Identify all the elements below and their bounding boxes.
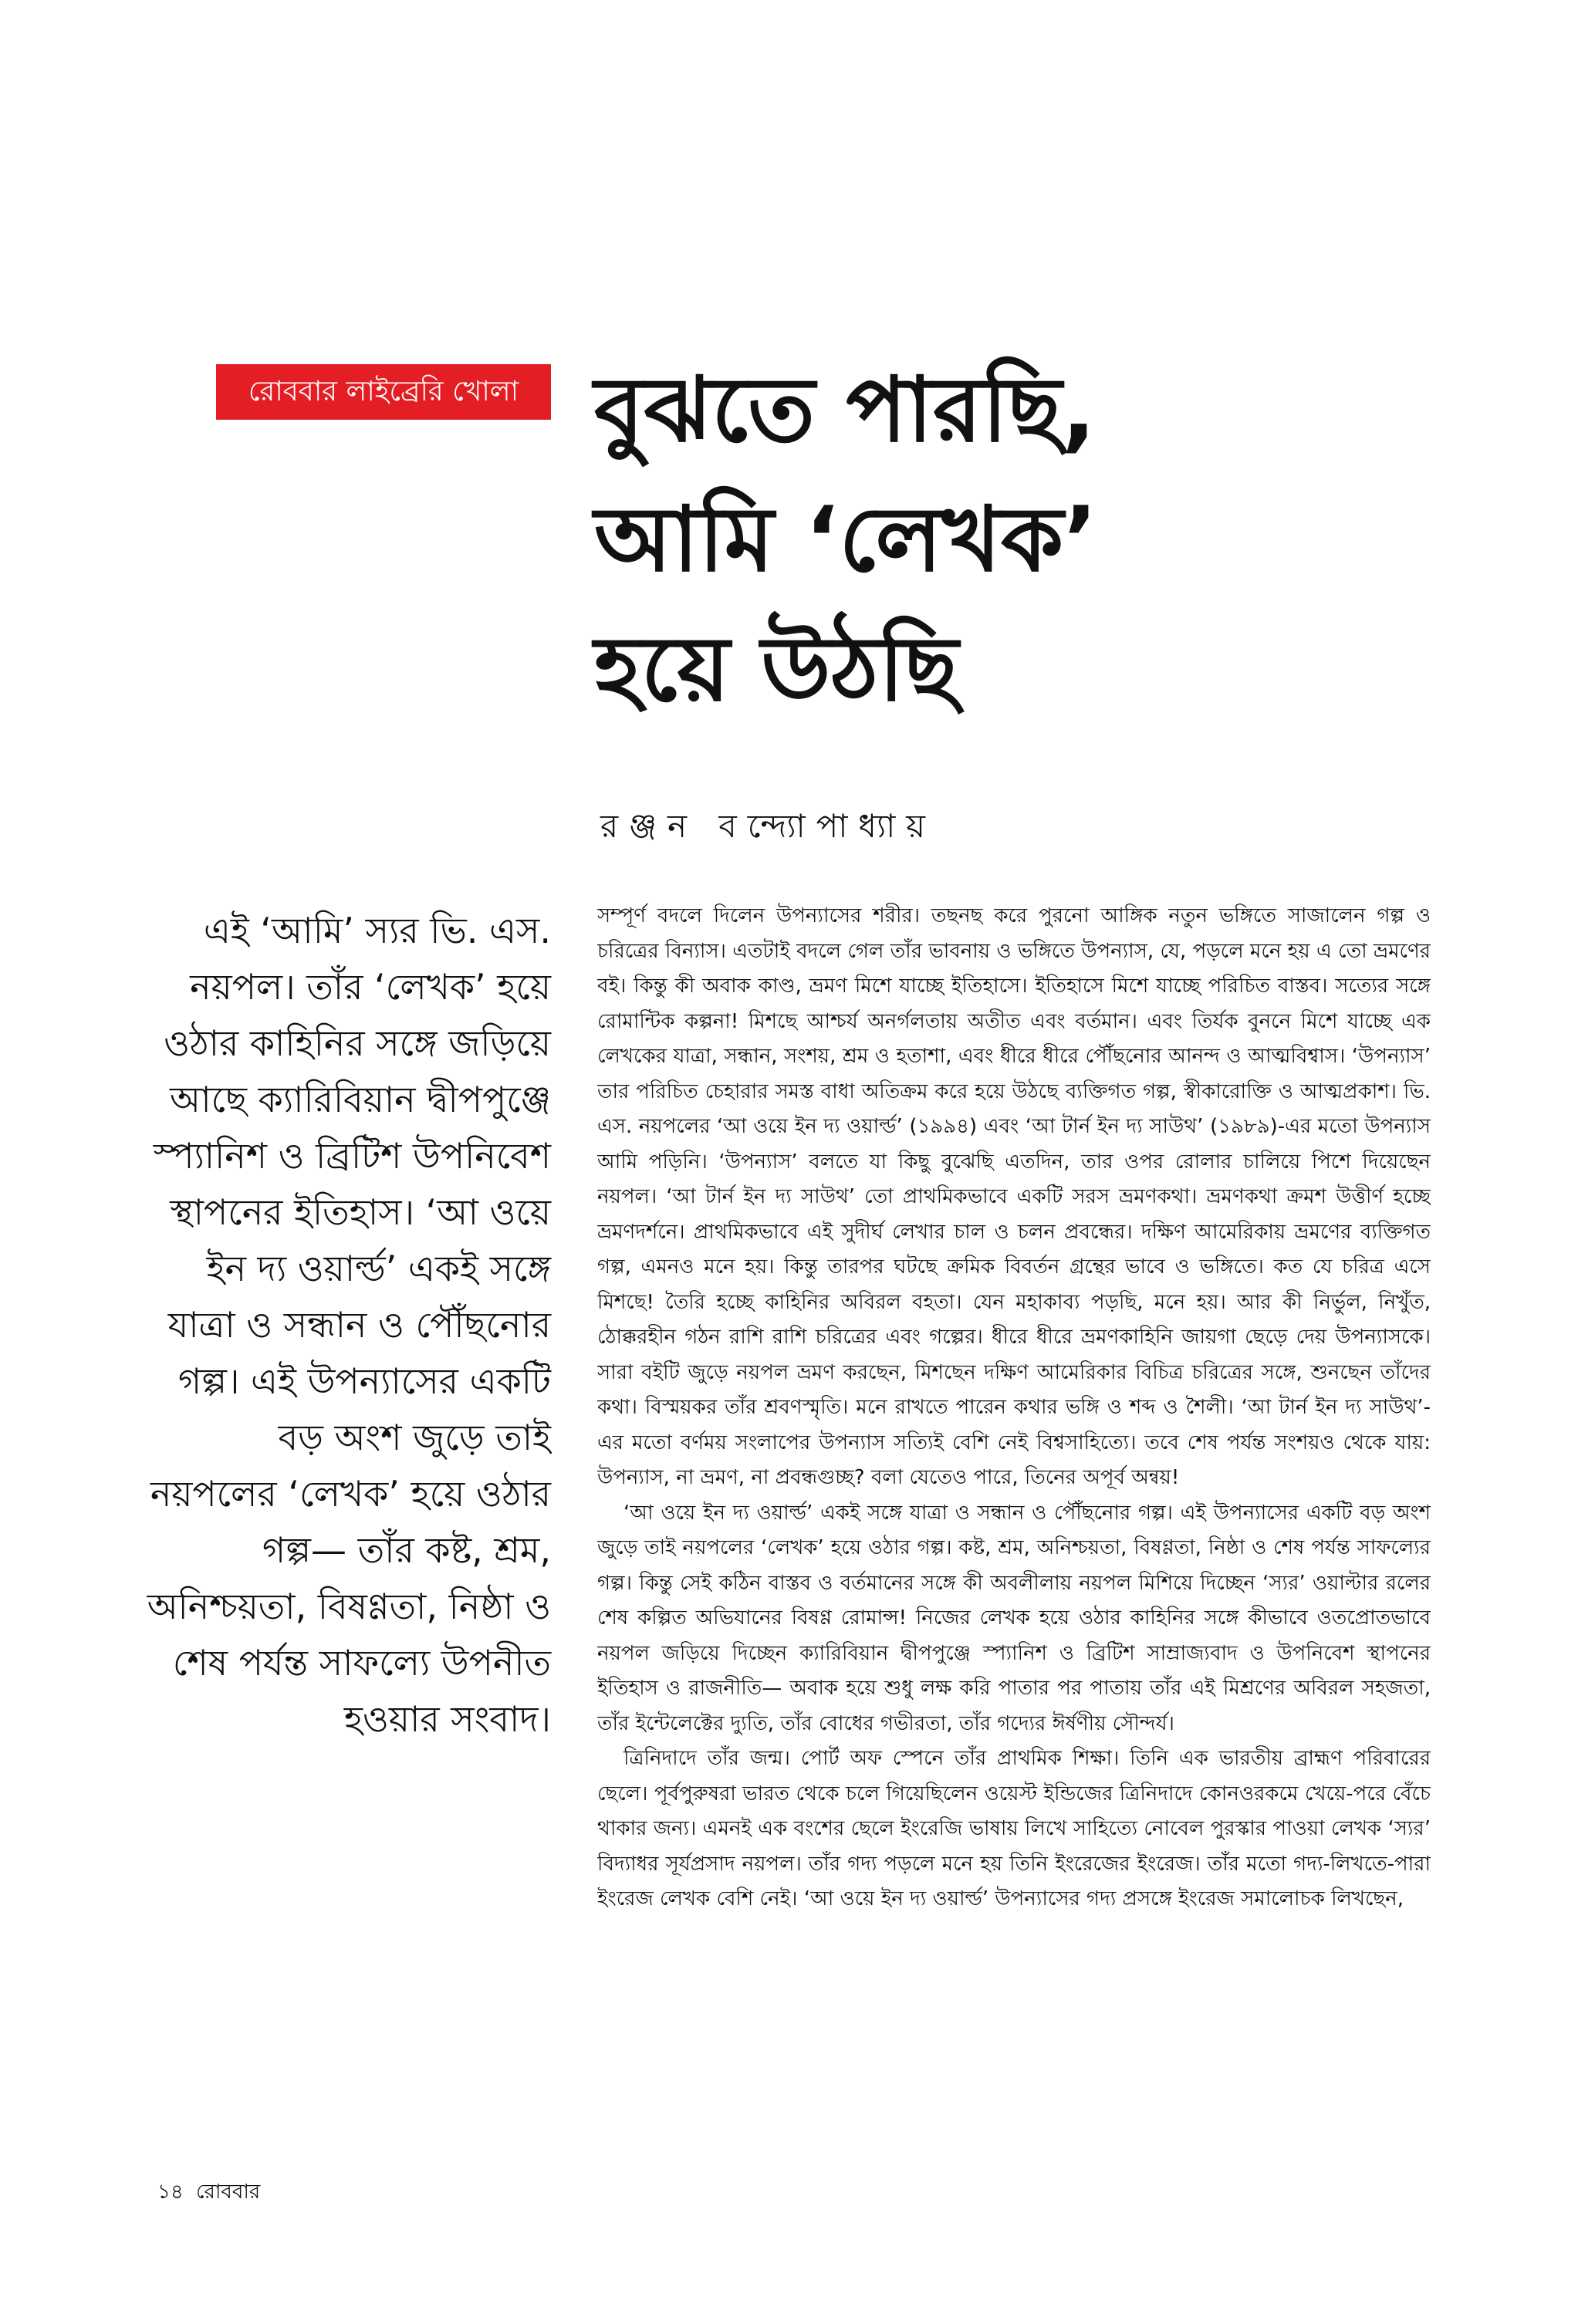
headline xyxy=(594,346,1289,735)
publication-name: রোববার xyxy=(196,2180,261,2204)
page-number: ১৪ xyxy=(157,2180,184,2204)
body-paragraph-2: ‘আ ওয়ে ইন দ্য ওয়ার্ল্ড’ একই সঙ্গে যাত্রা ও সন্ধান ও পৌঁছনোর গল্প। এই উপন্যাসের একটি বড় অংশ জুড়ে তাই নয়পলের ‘লেখক’ হয়ে ওঠার গল্প। কষ্ট, শ্রম, অনিশ্চয়তা, বিষণ্ণতা, নিষ্ঠা ও শেষ পর্যন্ত সাফল্যের গল্প। কিন্তু সেই কঠিন বাস্তব ও বর্তমানের সঙ্গে কী অবলীলায় নয়পল মিশিয়ে দিচ্ছেন ‘স্যর’ ওয়াল্টার রলের শেষ কল্পিত অভিযানের বিষণ্ণ রোমান্স! নিজের লেখক হয়ে ওঠার কাহিনির সঙ্গে কীভাবে ওতপ্রোতভাবে নয়পল জড়িয়ে দিচ্ছেন ক্যারিবিয়ান দ্বীপপুঞ্জে স্প্যানিশ ও ব্রিটিশ সাম্রাজ্যবাদ ও উপনিবেশ স্থাপনের ইতিহাস ও রাজনীতি— অবাক হয়ে শুধু লক্ষ করি পাতার পর পাতায় তাঁর এই মিশ্রণের অবিরল সহজতা, তাঁর ইন্টেলেক্টের দ্যুতি, তাঁর বোধের গভীরতা, তাঁর গদ্যের ঈর্ষণীয় সৌন্দর্য। xyxy=(597,1501,1431,1735)
pull-quote: এই ‘আমি’ স্যর ভি. এস. নয়পল। তাঁর ‘লেখক’ হয়ে ওঠার কাহিনির সঙ্গে জড়িয়ে আছে ক্যারিবিয়ান দ্বীপপুঞ্জে স্প্যানিশ ও ব্রিটিশ উপনিবেশ স্থাপনের ইতিহাস। ‘আ ওয়ে ইন দ্য ওয়ার্ল্ড’ একই সঙ্গে যাত্রা ও সন্ধান ও পৌঁছনোর গল্প। এই উপন্যাসের একটি বড় অংশ জুড়ে তাই নয়পলের ‘লেখক’ হয়ে ওঠার গল্প— তাঁর কষ্ট, শ্রম, অনিশ্চয়তা, বিষণ্ণতা, নিষ্ঠা ও শেষ পর্যন্ত সাফল্যে উপনীত হওয়ার সংবাদ। xyxy=(147,910,551,1740)
section-tag: রোববার লাইব্রেরি খোলা xyxy=(216,364,551,420)
author-byline: রঞ্জন বন্দ্যোপাধ্যায় xyxy=(600,807,937,845)
headline-line-2: আমি ‘লেখক’ xyxy=(594,488,1098,592)
headline-line-1: বুঝতে পারছি, xyxy=(594,358,1097,462)
headline-line-3: হয়ে উঠছি xyxy=(594,617,959,721)
body-paragraph-1: সম্পূর্ণ বদলে দিলেন উপন্যাসের শরীর। তছনছ করে পুরনো আঙ্গিক নতুন ভঙ্গিতে সাজালেন গল্প ও চরিত্রের বিন্যাস। এতটাই বদলে গেল তাঁর ভাবনায় ও ভঙ্গিতে উপন্যাস, যে, পড়লে মনে হয় এ তো ভ্রমণের বই। কিন্তু কী অবাক কাণ্ড, ভ্রমণ মিশে যাচ্ছে ইতিহাসে। ইতিহাসে মিশে যাচ্ছে পরিচিত বাস্তব। সত্যের সঙ্গে রোমান্টিক কল্পনা! মিশছে আশ্চর্য অনর্গলতায় অতীত এবং বর্তমান। এবং তির্যক বুননে মিশে যাচ্ছে এক লেখকের যাত্রা, সন্ধান, সংশয়, শ্রম ও হতাশা, এবং ধীরে ধীরে পৌঁছনোর আনন্দ ও আত্মবিশ্বাস। ‘উপন্যাস’ তার পরিচিত চেহারার সমস্ত বাধা অতিক্রম করে হয়ে উঠছে ব্যক্তিগত গল্প, স্বীকারোক্তি ও আত্মপ্রকাশ। ভি. এস. নয়পলের ‘আ ওয়ে ইন দ্য ওয়ার্ল্ড’ (১৯৯৪) এবং ‘আ টার্ন ইন দ্য সাউথ’ (১৯৮৯)-এর মতো উপন্যাস আমি পড়িনি। ‘উপন্যাস’ বলতে যা কিছু বুঝেছি এতদিন, তার ওপর রোলার চালিয়ে পিশে দিয়েছেন নয়পল। ‘আ টার্ন ইন দ্য সাউথ’ তো প্রাথমিকভাবে একটি সরস ভ্রমণকথা। ভ্রমণকথা ক্রমশ উত্তীর্ণ হচ্ছে ভ্রমণদর্শনে। প্রাথমিকভাবে এই সুদীর্ঘ লেখার চাল ও চলন প্রবন্ধের। দক্ষিণ আমেরিকায় ভ্রমণের ব্যক্তিগত গল্প, এমনও মনে হয়। কিন্তু তারপর ঘটছে ক্রমিক বিবর্তন গ্রন্থের ভাবে ও ভঙ্গিতে। কত যে চরিত্র এসে মিশছে! তৈরি হচ্ছে কাহিনির অবিরল বহতা। যেন মহাকাব্য পড়ছি, মনে হয়। আর কী নির্ভুল, নিখুঁত, ঠোক্করহীন গঠন রাশি রাশি চরিত্রের এবং গল্পের। ধীরে ধীরে ভ্রমণকাহিনি জায়গা ছেড়ে দেয় উপন্যাসকে। সারা বইটি জুড়ে নয়পল ভ্রমণ করছেন, মিশছেন দক্ষিণ আমেরিকার বিচিত্র চরিত্রের সঙ্গে, শুনছেন তাঁদের কথা। বিস্ময়কর তাঁর শ্রবণস্মৃতি। মনে রাখতে পারেন কথার ভঙ্গি ও শব্দ ও শৈলী। ‘আ টার্ন ইন দ্য সাউথ’-এর মতো বর্ণময় সংলাপের উপন্যাস সত্যিই বেশি নেই বিশ্বসাহিত্যে। তবে শেষ পর্যন্ত সংশয়ও থেকে যায়: উপন্যাস, না ভ্রমণ, না প্রবন্ধগুচ্ছ? বলা যেতেও পারে, তিনের অপূর্ব অন্বয়! xyxy=(597,904,1431,1489)
page-footer xyxy=(157,2176,260,2210)
body-paragraph-3: ত্রিনিদাদে তাঁর জন্ম। পোর্ট অফ স্পেনে তাঁর প্রাথমিক শিক্ষা। তিনি এক ভারতীয় ব্রাহ্মণ পরিবারের ছেলে। পূর্বপুরুষরা ভারত থেকে চলে গিয়েছিলেন ওয়েস্ট ইন্ডিজের ত্রিনিদাদে কোনওরকমে খেয়ে-পরে বেঁচে থাকার জন্য। এমনই এক বংশের ছেলে ইংরেজি ভাষায় লিখে সাহিত্যে নোবেল পুরস্কার পাওয়া লেখক ‘স্যর’ বিদ্যাধর সূর্যপ্রসাদ নয়পল। তাঁর গদ্য পড়লে মনে হয় তিনি ইংরেজের ইংরেজ। তাঁর মতো গদ্য-লিখতে-পারা ইংরেজ লেখক বেশি নেই। ‘আ ওয়ে ইন দ্য ওয়ার্ল্ড’ উপন্যাসের গদ্য প্রসঙ্গে ইংরেজ সমালোচক লিখছেন, xyxy=(597,1747,1431,1910)
article-body xyxy=(597,899,1431,2149)
